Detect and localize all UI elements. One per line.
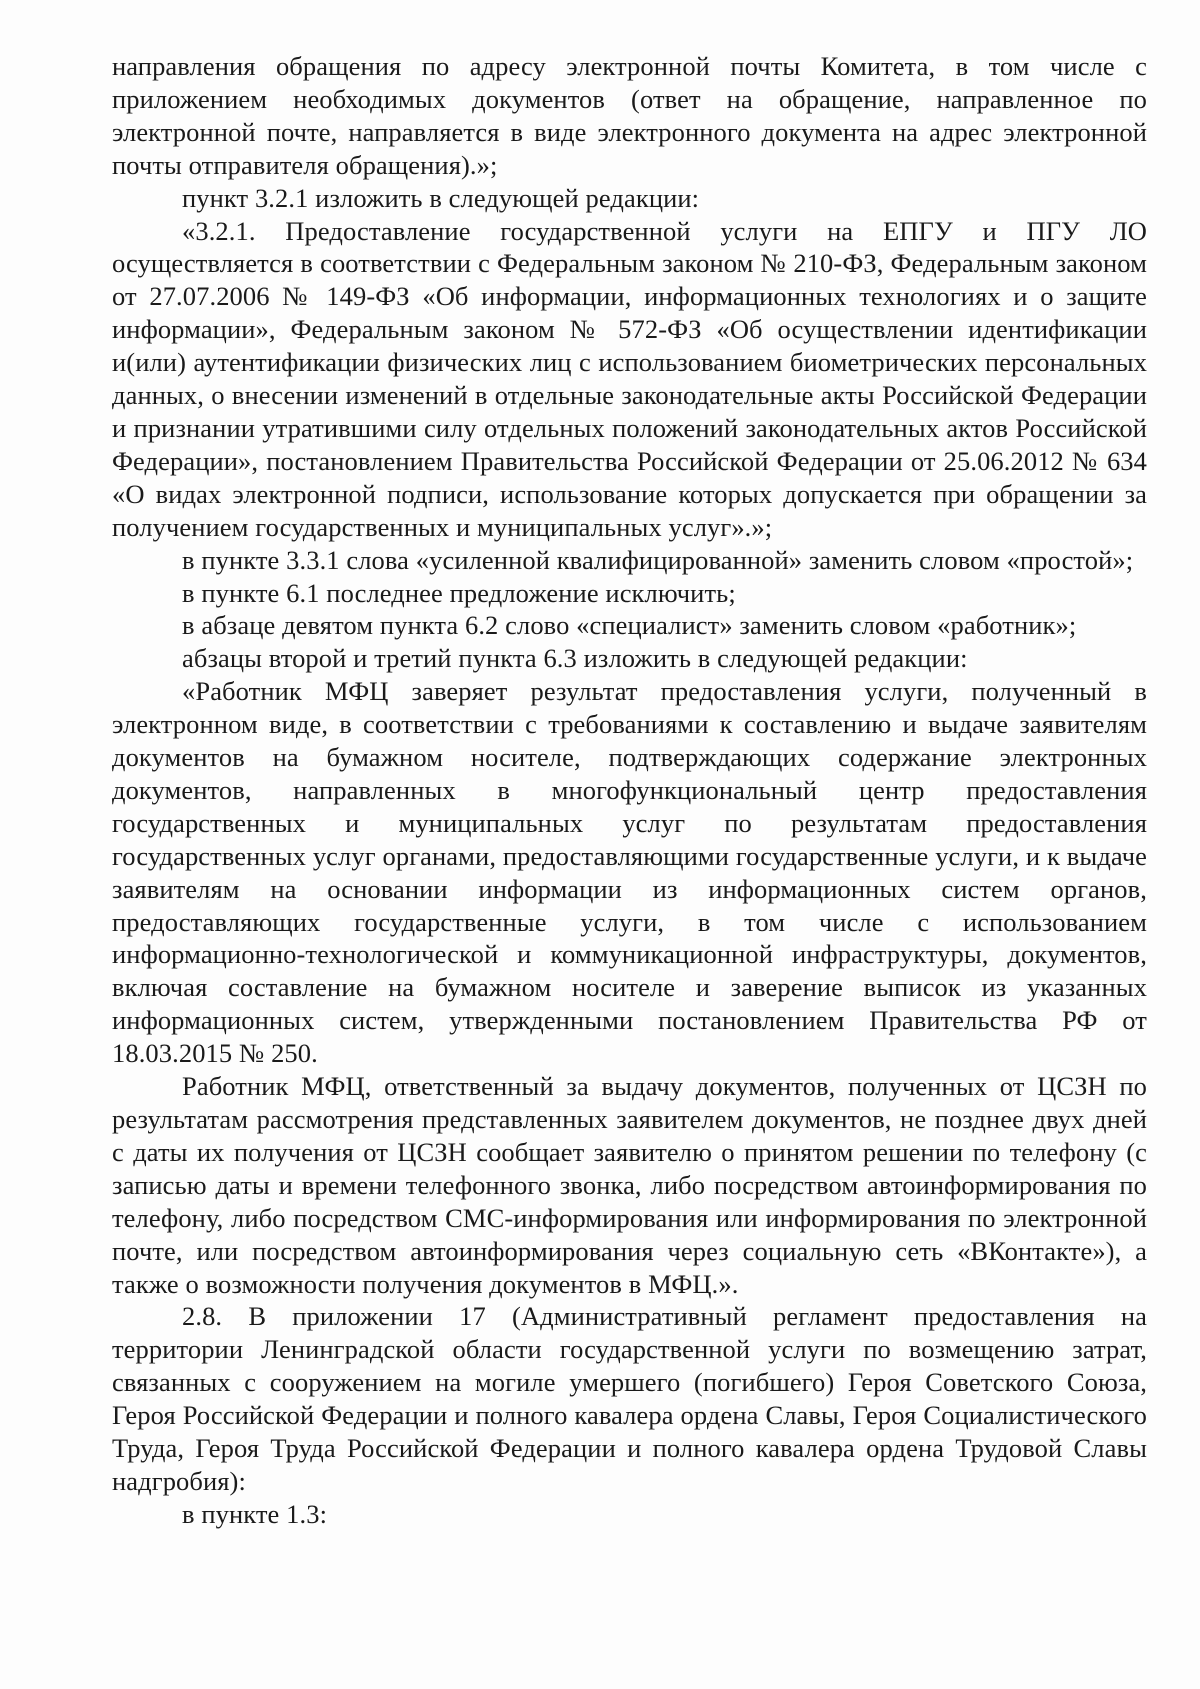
paragraph-item-6-2: в абзаце девятом пункта 6.2 слово «специалист» заменить словом «работник»; [182, 610, 1077, 641]
paragraph-item-1-3: в пункте 1.3: [182, 1498, 328, 1529]
document-body [112, 50, 1147, 1531]
paragraph-item-6-3-first: «Работник МФЦ заверяет результат предоставления услуги, полученный в электронном виде, в соответствии с требованиями к составлению и выдаче заявителям документов на бумажном носителе, подтверждающих содержание электронных документов, направленных в многофункциональный центр предоставления государственных и муниципальных услуг по результатам предоставления государственных услуг органами, предоставляющими государственные услуги, и к выдаче заявителям на основании информации из информационных систем органов, предоставляющих государственные услуги, в том числе с использованием информационно-технологической и коммуникационной инфраструктуры, документов, включая составление на бумажном носителе и заверение выписок из указанных информационных систем, утвержденными постановлением Правительства РФ от 18.03.2015 № 250. [112, 676, 1147, 1069]
paragraph-item-3-3-1: в пункте 3.3.1 слова «усиленной квалифицированной» заменить словом «простой»; [182, 544, 1134, 575]
paragraph-item-6-1: в пункте 6.1 последнее предложение исключить; [182, 577, 736, 608]
paragraph-section-2-8: 2.8. В приложении 17 (Административный регламент предоставления на территории Ленинградской области государственной услуги по возмещению затрат, связанных с сооружением на могиле умершего (погибшего) Героя Советского Союза, Героя Российской Федерации и полного кавалера ордена Славы, Героя Социалистического Труда, Героя Труда Российской Федерации и полного кавалера ордена Трудовой Славы надгробия): [112, 1301, 1147, 1496]
paragraph-item-6-3-intro: абзацы второй и третий пункта 6.3 изложить в следующей редакции: [182, 643, 968, 674]
paragraph-item-3-2-1-text: «3.2.1. Предоставление государственной услуги на ЕПГУ и ПГУ ЛО осуществляется в соответствии с Федеральным законом № 210-ФЗ, Федеральным законом от 27.07.2006 № 149-ФЗ «Об информации, информационных технологиях и о защите информации», Федеральным законом № 572-ФЗ «Об осуществлении идентификации и(или) аутентификации физических лиц с использованием биометрических персональных данных, о внесении изменений в отдельные законодательные акты Российской Федерации и признании утратившими силу отдельных положений законодательных актов Российской Федерации», постановлением Правительства Российской Федерации от 25.06.2012 № 634 «О видах электронной подписи, использование которых допускается при обращении за получением государственных и муниципальных услуг».»; [112, 215, 1147, 542]
paragraph-item-6-3-second: Работник МФЦ, ответственный за выдачу документов, полученных от ЦСЗН по результатам рассмотрения представленных заявителем документов, не позднее двух дней с даты их получения от ЦСЗН сообщает заявителю о принятом решении по телефону (с записью даты и времени телефонного звонка, либо посредством автоинформирования по телефону, либо посредством СМС-информирования или информирования по электронной почте, или посредством автоинформирования через социальную сеть «ВКонтакте»), а также о возможности получения документов в МФЦ.». [112, 1071, 1147, 1299]
paragraph-email-appeal: направления обращения по адресу электронной почты Комитета, в том числе с приложением необходимых документов (ответ на обращение, направленное по электронной почте, направляется в виде электронного документа на адрес электронной почты отправителя обращения).»; [112, 51, 1147, 180]
paragraph-item-3-2-1-intro: пункт 3.2.1 изложить в следующей редакции: [182, 182, 700, 213]
